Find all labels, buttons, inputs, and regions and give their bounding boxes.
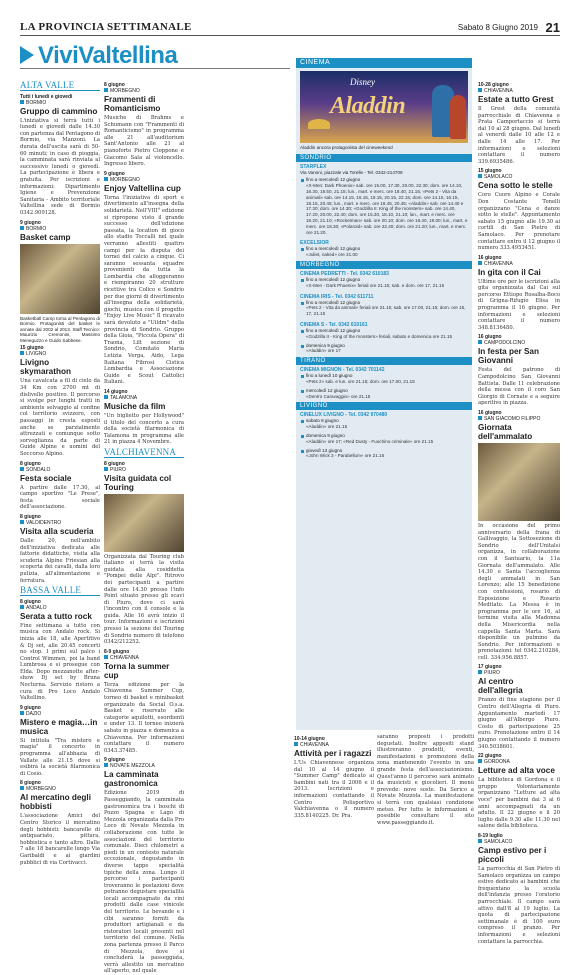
cinema-address: Via Vanoni, piazzale via Torelle - Tel. 0342-214709 — [300, 169, 403, 175]
square-bullet-icon — [20, 100, 24, 104]
article-headline: Al mercatino degli hobbisti — [20, 793, 91, 812]
article-headline: Livigno skymarathon — [20, 358, 71, 377]
square-bullet-icon — [20, 711, 24, 715]
article-body: Fine settimana a tutto con musica con Andalo rock. Si inizia alle 18, alle Apertitivo & Dj set, alle 20.45 concerti no stop. I primi sul palco i Control Wimmen, poi la band Lumbrosa e si prosegue con Elda. Dopo mezzanotte after-show Dj set by Bruna Nocturna. Servizio ristoro a cura di Pro Loco Andalo Valtellino. — [20, 622, 100, 702]
square-bullet-icon — [478, 340, 482, 344]
event-date: 9 giugno — [104, 170, 125, 177]
event-location — [20, 226, 100, 232]
location-name: GORDONA — [484, 759, 510, 766]
event-date: 22 giugno — [478, 753, 502, 760]
event-date: 9 giugno — [104, 757, 125, 764]
event-location — [478, 174, 560, 180]
article-headline: Al centro dell'allegria — [478, 677, 523, 696]
arrow-icon — [20, 46, 34, 64]
square-bullet-icon — [20, 520, 24, 524]
region-heading: VALCHIAVENNA — [104, 449, 184, 458]
article-body: Musiche di Brahms e Schumann con "Frammenti di Romanticismo" in programma alle 21 all'auditorium Sant'Antonio alle 21 al pianoforte Pietro Cioppone e Giacomo Sala al violoncello. Ingresso libero. — [104, 115, 184, 168]
article-headline: In gita con il Cai — [478, 267, 541, 277]
event-location — [20, 520, 100, 526]
event-date: 10-28 giugno — [478, 82, 509, 88]
cinema-listings — [296, 58, 472, 730]
square-bullet-icon — [20, 605, 24, 609]
article-body: L'Us Chiavennese organizza dal 10 al 14 giugno il "Summer Camp" dedicato ai bambini nati tra il 2006 e il 2013. Iscrizioni e informazioni contattando il Centro Polisportivo Valchiavenna o il numero 335.8140225. Dr. Pra. — [294, 760, 374, 819]
location-name: CHIAVENNA — [484, 88, 513, 94]
article-body: In occasione del primo anniversario della frana di Gallivaggio, la Sottosezione di Sondrio dell'Unitalsi organizza, in collaborazione con il Santuario, la 11a Giornata dell'ammalato. Alle 14.30 e Santa l'accoglienza degli ammalati in San Lorenzo; alle 15 benedizione con confessioni, rosario di Esposizione e Rosario Meditato. La Messa è in programma per le ore 16, al termine visita alla Madonna della Misericordia nella cappella Santa Marta. Sarà disponibile un pulmino da Sondrio. Per informazioni e prenotazioni: tel 0342.210284, cell. 334.956.8857. — [478, 523, 560, 661]
article-body: A partire dalle 17.30, al campo sportivo "Le Prese", festa sociale dell'associazione. — [20, 484, 100, 511]
location-name: PIURO — [110, 466, 126, 473]
article-body: Terza edizione per la Chiavenna Summer Cup, torneo di basket e minibasket organizzato da Social O.s.a. Basket e riservato alle categorie aquilotti, esordienti e under 13. Il torneo inizierà sabato in piazza e domenica a Chiavenna. Per informazioni contattare il numero 0343.37485. — [104, 681, 184, 754]
event-date: 8 giugno — [20, 780, 41, 787]
square-bullet-icon — [478, 839, 482, 843]
issue-date: Sabato 8 Giugno 2019 — [457, 23, 538, 32]
article-headline: Giornata dell'ammalato — [478, 423, 533, 441]
show-schedule: «X-Men - Dark Phoenix» feriali ore 21.15; sab. e dom. ore 17, 21.15 — [306, 282, 445, 288]
article-body: La biblioteca di Gordona e il gruppo Volontariamente organizzano "Letture ad alta voce" per bambini dai 3 ai 6 anni accompagnati da un adulto. Il 22 giugno e il 20 luglio dalle 9.30 alle 11.30 nel salone della biblioteca. — [478, 777, 560, 830]
article-body: Ultime ore per le iscrizioni alla gita organizzata dal Cai sul percorso Ettiopo Rosalba-Boco di Grigna-Rifugio Elisa in programma il 16 giugno. Per informazioni e selezioni contattare il numero 348.8136480. — [478, 278, 560, 331]
article-photo — [104, 494, 184, 552]
cinema-name: STARPLEX — [300, 163, 327, 170]
event-date: 14 giugno — [104, 388, 128, 395]
show-schedule: «Pets 2 - Vita da animali» feriali ore 21.15; sab. ore 17.00, 21.15; dom. ore 15, 17, 21.15 — [306, 305, 466, 317]
article-body: Pranzo di fine stagione per il Centro dell'Allegria di Piuro. Appuntamento martedì 17 giugno all'Albergo Piuro. Costo di partecipazione 25 euro. Prenotazione entro il 14 giugno contattando il numero 340.5038601. — [478, 697, 560, 750]
square-bullet-icon — [478, 670, 482, 674]
location-name: SONDALO — [26, 466, 51, 473]
event-location — [20, 351, 100, 357]
location-name: MORBEGNO — [26, 786, 56, 793]
square-bullet-icon — [104, 88, 108, 92]
section-banner — [20, 41, 290, 69]
cinema-name: CINEMA IRIS - Tel. 0342 611711 — [300, 293, 374, 300]
square-bullet-icon — [478, 88, 482, 92]
event-date: 16 giugno — [478, 334, 502, 341]
article-headline: Letture ad alta voce — [478, 766, 555, 776]
event-date: 8-19 luglio — [478, 832, 503, 839]
article-photo — [20, 244, 100, 314]
page-number: 21 — [545, 20, 560, 35]
article-headline: Camp estivo per i piccoli — [478, 845, 547, 864]
article-body: La parrocchia di San Pietro di Samolaco organizza un campo estivo dedicato ai bambini che frequentano la scuola dell'infanzia presso l'oratorio parrocchiale. Il campo sarà attivo dall'8 al 19 luglio. La quota di partecipazione settimanale è di 100 euro compreso il pranzo. Per informazioni e selezioni contattare la parrocchia. — [478, 865, 560, 945]
event-location — [478, 340, 560, 346]
location-name: CHIAVENNA — [484, 260, 513, 267]
poster-caption: Aladdin ancora protagonista del cineweekend — [300, 145, 393, 150]
event-date: 15 giugno — [478, 168, 502, 175]
column-4 — [478, 80, 560, 945]
article-photo — [478, 443, 560, 521]
article-body: Organizzata dal Touring club italiano si terrà la visita guidata alla cosiddetta "Pompei delle Alpi". Ritrovo dei partecipanti a partire dalle ore 14.30 presso l'info Point situato presso gli scavi di Piuro, dove ci sarà l'incontro con il console e la guida. Alle 16 avrà inizio il tour. Informazioni e iscrizioni presso la sezione del Touring di Sondrio numero di telefono 0342/212252. — [104, 553, 184, 646]
show-schedule: «Aladdin» ore 17 — [306, 348, 341, 354]
article-body: "Un biglietto per Hollywood" il titolo del concerto a cura della società filarmonica di Talamona in programma alle 21 in piazza 4 Novembre. — [104, 412, 184, 446]
show-schedule: «Juliet, naked» ore 21.00 — [306, 252, 358, 258]
location-name: LIVIGNO — [26, 351, 47, 358]
event-location — [294, 742, 374, 748]
show-period: mercoledì 12 giugno — [296, 388, 472, 394]
column-1 — [20, 80, 100, 866]
publication-name: LA PROVINCIA SETTIMANALE — [20, 21, 192, 33]
show-schedule: «Pets 2» sab. e lun. ore 21.15; dom. ore 17.00, 21.15 — [306, 378, 415, 384]
show-period: fino a mercoledì 12 giugno — [296, 300, 472, 306]
event-location — [20, 786, 100, 792]
location-name: MORBEGNO — [110, 176, 140, 183]
article-body: Coro Cuore Alpino e Corale Don Costante Tonelli organizzano "Cena e danze sotto le stelle". Appuntamento sabato 15 giugno alle 19.30 ai cortili di San Pietro di Samolaco. Per prenotare contattare entro il 12 giugno il numero 333.4953451. — [478, 192, 560, 252]
location-name: BORMIO — [26, 225, 47, 232]
show-schedule: «Aladdin» ore 21.15 — [306, 424, 348, 430]
event-date: 10-14 giugno — [294, 736, 325, 742]
event-location — [478, 88, 560, 94]
event-date: Tutti i lunedì e giovedì — [20, 93, 73, 100]
event-location — [478, 759, 560, 765]
show-period: giovedì 13 giugno — [296, 448, 472, 454]
show-schedule: «Dentro Caravaggio» ore 21.15 — [306, 393, 371, 399]
location-name: SAMOLACO — [484, 838, 513, 845]
show-period: domenica 9 giugno — [296, 433, 472, 439]
event-date: 9 giugno — [20, 219, 41, 226]
event-location — [104, 467, 184, 473]
location-name: CHIAVENNA — [300, 742, 329, 748]
square-bullet-icon — [20, 351, 24, 355]
event-location — [104, 177, 184, 183]
article-headline: Gruppo di cammino — [20, 106, 98, 116]
event-date: 8 giugno — [20, 598, 41, 605]
masthead — [20, 20, 560, 36]
location-name: CHIAVENNA — [110, 654, 139, 661]
show-schedule: «X-Men: Dark Phoenix» sab. ore 15.00, 17.30, 20.00, 22.30; dom. ore 14.10, 16.30, 18.50, 21.15; lun., mart. e merc. ore 18.40, 21.15; «Pets 2 - Vita da animali» sab. ore 14.15, 16.15, 18.15, 20.15, 22.15; dom. ore 14.15, 16.15, 18.15, 20.45; lun., mart. e merc. ore 18.45, 20.45; «Aladdin» sab. ore 14.40 e 17.30; dom. ore 14.30; «Godzilla II: King of the monsters» sab. ore 14.40, 17.20, 20.00, 22.40; dom. ore 15.30, 18.10, 21.10; lun., mart. e merc. ore 18.20, 21.10; «Rocketman» sab. ore 20.10; dom. ore 16.40, 19.00; lun., mart. e merc. ore 18.30; «Polaroid» sab. ore 22.40; dom. ore 21.20; lun., mart. e merc. ore 21.20. — [306, 183, 468, 235]
square-bullet-icon — [478, 174, 482, 178]
event-date: 17 giugno — [478, 664, 502, 671]
show-period: fino a mercoledì 12 giugno — [296, 246, 472, 252]
film-poster — [300, 71, 468, 143]
event-location — [104, 395, 184, 401]
event-date: 8 giugno — [104, 82, 125, 88]
event-date: 16 giugno — [478, 410, 502, 416]
article-body: Il Grest della comunità parrocchiale di Chiavenna e Prata Camportaccio si terrà dal 10 al 28 giugno. Dal lunedì al venerdì dalle 10 alle 12 e dalle 14 alle 17. Per informazioni e selezioni contattare il numero 339.6935486. — [478, 106, 560, 165]
article-headline: La camminata gastronomica — [104, 770, 159, 789]
article-headline: Festa sociale — [20, 473, 72, 483]
square-bullet-icon — [104, 763, 108, 767]
article-headline: Musiche da film — [104, 401, 166, 411]
show-period: fino a mercoledì 12 giugno — [296, 328, 472, 334]
event-date: 15 giugno — [20, 345, 44, 352]
article-headline: Cena sotto le stelle — [478, 181, 553, 191]
cinema-area-heading: LIVIGNO — [296, 402, 472, 410]
event-location — [104, 763, 184, 769]
article-headline: Visita alla scuderia — [20, 526, 94, 536]
square-bullet-icon — [20, 786, 24, 790]
event-location — [20, 467, 100, 473]
square-bullet-icon — [478, 261, 482, 265]
cinema-name: CINEMA MIGNON - Tel. 0342 701142 — [300, 367, 385, 374]
article-headline: Mistero e magia…in musica — [20, 717, 98, 736]
article-body: Una cavalcata a fil di cielo da 34 Km con 2700 mt di dislivello positivo. Il percorso si svolge per lunghi tratti in ambiente selvaggio al confine col territorio svizzero, con passaggi in cresta esposti anche se parzialmente attrezzati e comunque sotto sorveglianza da parte di Guide Alpine e uomini del Soccorso Alpino. — [20, 378, 100, 457]
event-date: 16 giugno — [478, 254, 502, 261]
poster-brand: Disney — [350, 77, 375, 87]
event-date: 8 giugno — [104, 460, 125, 467]
event-location — [478, 261, 560, 267]
event-location — [104, 655, 184, 661]
article-body: L'iniziativa si terrà tutti i lunedì e giovedì dalle 14.30 con partenza dal Pentagono di Bormio, via Manzoni. La durata dell'uscita sarà di 50-60 minuti; in caso di pioggia, la camminata sarà rinviata al successivo lunedì o giovedì. La partecipazione è libera e gratuita. Per iscrizioni e informazioni: Dipartimento Igiene e Prevenzione Sanitaria - Ambito territoriale Valtellina sede di Bormio 0342.909128. — [20, 117, 100, 216]
show-period: fino a mercoledì 12 giugno — [296, 177, 472, 183]
square-bullet-icon — [294, 742, 298, 746]
event-location — [20, 605, 100, 611]
article-body: Festa del patrono di Campodolcino San Giovanni Battista. Dalle 11 celebrazione della messa con il coro San Giorgio di Cornate e a seguire aperitivo in piazza. — [478, 367, 560, 407]
square-bullet-icon — [104, 395, 108, 399]
location-name: DAZIO — [26, 710, 42, 717]
square-bullet-icon — [478, 759, 482, 763]
article-headline: Basket camp — [20, 232, 71, 242]
location-name: PIURO — [484, 670, 500, 677]
show-schedule: «John Wick 3 - Parabellum» ore 21.15 — [306, 453, 385, 459]
location-name: NOVATE MEZZOLA — [110, 763, 155, 770]
article-body: Edizione 2019 di Passeggiando, la camminata gastronomica tra i boschi di Pozzo Spagna e Lago di Mezzola organizzata dalla Pro Loco di Novate Mezzola in collaborazione con tutte le associazioni del territorio comunale. Dieci chilometri a piedi in un contesto naturale eccezionale, degustando in diverse tappe specialità tipiche della zona. Lungo il percorso i partecipanti troveranno le postazioni dove potranno degustare specialità locali accompagnate da vini prodotti dalle case vinicole del territorio. Le bevande e i cibi saranno forniti da produttori artigianali e da ristoratori locali presenti nel territorio del comune. Nella zona partenza presso il Parco di Mezzola, dove si concluderà la passeggiata, verrà allestito un mercatino all'aperto, nel quale — [104, 790, 184, 975]
poster-title: Aladdin — [330, 93, 406, 119]
lamp-icon — [308, 119, 330, 129]
cinema-name: CINEMA S - Tel. 0342 610161 — [300, 321, 368, 328]
square-bullet-icon — [104, 467, 108, 471]
cinema-areas — [296, 154, 472, 462]
article-body: Si intitola "Tra mistero e magia" il concerto in programma all'abbazia di Vallate alle 21.15 dove si esibirà la società filarmonica di Cosio. — [20, 737, 100, 777]
article-body: Torna l'iniziativa di sport e divertimento all'insegna della solidarietà. Nell'VIII° edizione si ripropone visto il grande successo dell'edizione passata, la location di gioco allo stadio Toccalli nel quale verranno allestiti quattro campi per la disputa dei tornei del calcio a cinque. Ci saranno sessanta squadre provenienti da tutta la Lombardia che alloggeranno e riempiranno 20 strutture ricettive tra Colico e Sondrio per due giorni di divertimento all'insegna della solidarietà, giochi, musica con il progetto "Enjoy Live Music" Il ricavato sarà devoluto a "Uildm" della provincia di Sondrio. Gruppo della Gioia, "Piccola Opera" di Traona, Lilt sezione di Sondrio, Comitato Maria Letizia Verga, Aido, Lega Italiana Fibrosi Cistica Lombardia e Associazione Guide e Scout Cattolici Italiani. — [104, 194, 184, 386]
square-bullet-icon — [20, 467, 24, 471]
show-period: fino a mercoledì 12 giugno — [296, 277, 472, 283]
cinema-area-heading: MORBEGNO — [296, 261, 472, 269]
event-location — [104, 88, 184, 94]
location-name: ANDALO — [26, 604, 47, 611]
article-body: Dalle 20, nell'ambito dell'iniziativa dedicata alle fattorie didattiche, visita alla scuderia Alpine Friesian alla scoperta dei cavalli, dalla loro pulizia, all'alimentazione e ferratura. — [20, 537, 100, 584]
column-2 — [104, 80, 184, 975]
cinema-area-heading: TIRANO — [296, 357, 472, 365]
event-date: 8 giugno — [20, 513, 41, 520]
location-name: BORMIO — [26, 99, 47, 106]
event-location — [20, 100, 100, 106]
event-location — [20, 711, 100, 717]
section-title: ViviValtellina — [38, 42, 178, 69]
cinema-area-heading: SONDRIO — [296, 154, 472, 162]
photo-caption: Basketball Camp torna al Pentagono di Bormio. Protagonisti del basket le annate dal 2002 al 2013. Staff Tecnico: Maurizio Cremonini, Massimo Meneguzzo e Guido Sabbese. — [20, 315, 100, 343]
article-headline: Visita guidata col Touring — [104, 473, 172, 492]
show-period: sabato 8 giugno — [296, 418, 472, 424]
article-headline: Torna la summer cup — [104, 661, 170, 680]
show-schedule: «Godzilla II - King of the monsters» feriali, sabato e domenica ore 21.15 — [306, 333, 453, 339]
cinema-name: CINEMA PEDRETTI - Tel. 0342 610183 — [300, 270, 389, 277]
article-headline: In festa per San Giovanni — [478, 347, 539, 366]
article-headline: Enjoy Valtellina cup — [104, 183, 181, 193]
location-name: TALAMONA — [110, 394, 138, 401]
show-schedule: «Aladdin» ore 17; «Red Dusty - Fuochino criminale» ore 21.15 — [306, 438, 434, 444]
region-heading: BASSA VALLE — [20, 587, 100, 596]
square-bullet-icon — [104, 177, 108, 181]
event-date: 8 giugno — [20, 460, 41, 467]
event-date: 9 giugno — [20, 704, 41, 711]
show-period: fino a lunedì 10 giugno — [296, 373, 472, 379]
column-3-lower — [294, 734, 374, 844]
event-location — [478, 670, 560, 676]
character-figure — [450, 95, 466, 139]
cinema-header: CINEMA — [296, 58, 472, 68]
location-name: VALDIDENTRO — [26, 519, 62, 526]
square-bullet-icon — [478, 416, 482, 420]
article-body: L'associazione Amici del Centro Storico il mercatino degli hobbisti: bancarelle di antiquariato, pittura, hobbistica e tanto altro. Dalle 7 alle 18 bancarelle lungo Via Garibaldi e ai giardini pubblici di via Cortivacci. — [20, 813, 100, 866]
location-name: SAN GIACOMO FILIPPO — [484, 416, 541, 422]
article-headline: Attività per i ragazzi — [294, 749, 372, 758]
region-heading: ALTA VALLE — [20, 82, 100, 91]
cinema-name: CINELUX LIVIGNO - Tel. 0342 970480 — [300, 412, 388, 419]
article-headline: Serata a tutto rock — [20, 611, 92, 621]
location-name: SAMOLACO — [484, 174, 513, 181]
event-date: 8-9 giugno — [104, 648, 130, 655]
location-name: MORBEGNO — [110, 88, 140, 94]
article-headline: Frammenti di Romanticismo — [104, 95, 161, 113]
event-location — [478, 416, 560, 422]
square-bullet-icon — [20, 226, 24, 230]
cinema-name: EXCELSIOR — [300, 240, 329, 247]
location-name: CAMPODOLCINO — [484, 340, 526, 347]
article-headline: Estate a tutto Grest — [478, 95, 554, 104]
show-period: domenica 9 giugno — [296, 343, 472, 349]
event-location — [478, 839, 560, 845]
square-bullet-icon — [104, 655, 108, 659]
article-continuation: saranno proposti i prodotti degustati. Inoltre appositi stand illustreranno prodotti, eventi, manifestazioni e promozioni della zona mantenendo l'evento in una grande festa dell'associazionismo. Quest'anno il percorso sarà animato da musicisti e giocolieri. Il menù prevede: nove soste. Da Serico a Novate Mezzola. La manifestazione si terrà con qualsiasi condizione meteo. Per tutte le informazioni è possibile consultare il sito www.passeggiando.it. — [377, 734, 474, 826]
